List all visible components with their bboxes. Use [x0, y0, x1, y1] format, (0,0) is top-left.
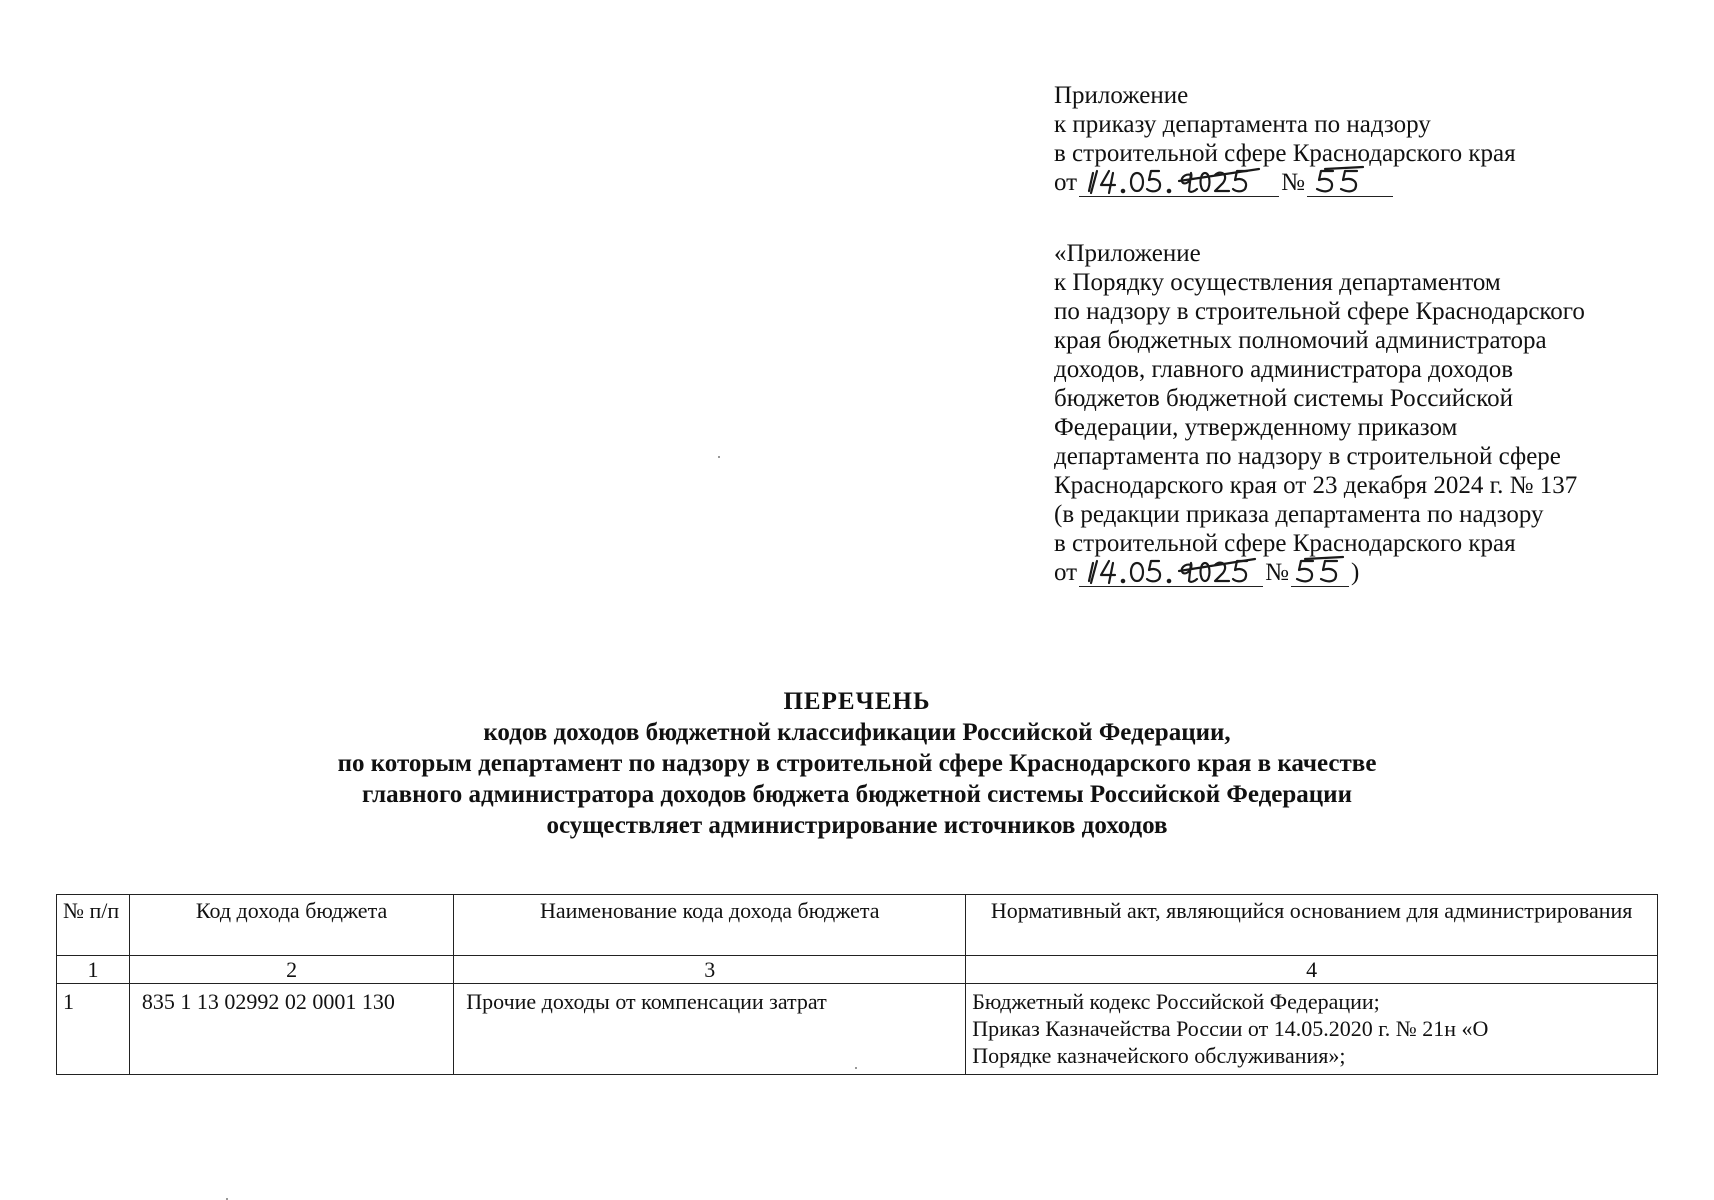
act-line: Порядке казначейского обслуживания»;: [972, 1043, 1346, 1068]
header-line: к приказу департамента по надзору: [1054, 111, 1431, 138]
handwritten-date-signature: [1079, 165, 1279, 195]
approval-header: [1054, 81, 1516, 197]
handwritten-date-signature: [1079, 555, 1263, 585]
column-number-cell: 4: [966, 956, 1658, 984]
title-line: по которым департамент по надзору в строительной сфере Краснодарского края в качестве: [337, 750, 1377, 777]
number-sign: №: [1265, 559, 1289, 586]
header-line: бюджетов бюджетной системы Российской: [1054, 385, 1514, 412]
handwritten-number-field: [1307, 170, 1393, 197]
header-cell-act: Нормативный акт, являющийся основанием для администрирования: [966, 895, 1658, 956]
header-cell-name: Наименование кода дохода бюджета: [454, 895, 966, 956]
header-line: Федерации, утвержденному приказом: [1054, 414, 1458, 441]
income-name-cell: Прочие доходы от компенсации затрат: [454, 984, 966, 1075]
from-prefix: от: [1054, 169, 1078, 196]
title-line: главного администратора доходов бюджета бюджетной системы Российской Федерации: [361, 781, 1352, 808]
header-line: края бюджетных полномочий администратора: [1054, 327, 1547, 354]
document-title: [0, 686, 1714, 841]
handwritten-number-field: [1291, 560, 1349, 587]
scan-speck: [718, 456, 720, 458]
column-number-cell: 2: [129, 956, 453, 984]
income-code-cell: 835 1 13 02992 02 0001 130: [129, 984, 453, 1075]
header-line: по надзору в строительной сфере Краснодарского: [1054, 298, 1585, 325]
normative-act-cell: [966, 984, 1658, 1075]
header-line: «Приложение: [1054, 240, 1201, 267]
number-sign: №: [1281, 169, 1305, 196]
income-codes-table: [56, 894, 1658, 1075]
from-prefix: от: [1054, 559, 1078, 586]
edition-date-number-line: [1054, 558, 1585, 587]
header-line: департамента по надзору в строительной сфере: [1054, 443, 1561, 470]
header-line: Приложение: [1054, 82, 1189, 109]
column-number-cell: 1: [57, 956, 130, 984]
header-line: (в редакции приказа департамента по надзору: [1054, 501, 1544, 528]
row-number-cell: 1: [57, 984, 130, 1075]
title-main: ПЕРЕЧЕНЬ: [783, 688, 931, 715]
header-line: в строительной сфере Краснодарского края: [1054, 530, 1516, 557]
table-row: [57, 984, 1658, 1075]
column-number-cell: 3: [454, 956, 966, 984]
title-line: кодов доходов бюджетной классификации Российской Федерации,: [483, 719, 1231, 746]
header-line: в строительной сфере Краснодарского края: [1054, 140, 1516, 167]
title-line: осуществляет администрирование источников доходов: [546, 812, 1168, 839]
header-line: Краснодарского края от 23 декабря 2024 г. № 137: [1054, 472, 1578, 499]
order-date-number-line: [1054, 168, 1516, 197]
table-header-row: [57, 895, 1658, 956]
handwritten-date-field: [1079, 170, 1279, 197]
header-line: доходов, главного администратора доходов: [1054, 356, 1514, 383]
handwritten-number-signature: [1291, 555, 1349, 585]
header-cell-number: № п/п: [57, 895, 130, 956]
column-numbers-row: [57, 956, 1658, 984]
appendix-header: [1054, 239, 1585, 587]
handwritten-date-field: [1079, 560, 1263, 587]
closing-parenthesis: ): [1350, 559, 1360, 586]
handwritten-number-signature: [1307, 165, 1393, 195]
act-line: Бюджетный кодекс Российской Федерации;: [972, 989, 1380, 1014]
scan-speck: [855, 1067, 857, 1069]
header-cell-code: Код дохода бюджета: [129, 895, 453, 956]
act-line: Приказ Казначейства России от 14.05.2020 г. № 21н «О: [972, 1016, 1489, 1041]
header-line: к Порядку осуществления департаментом: [1054, 269, 1501, 296]
